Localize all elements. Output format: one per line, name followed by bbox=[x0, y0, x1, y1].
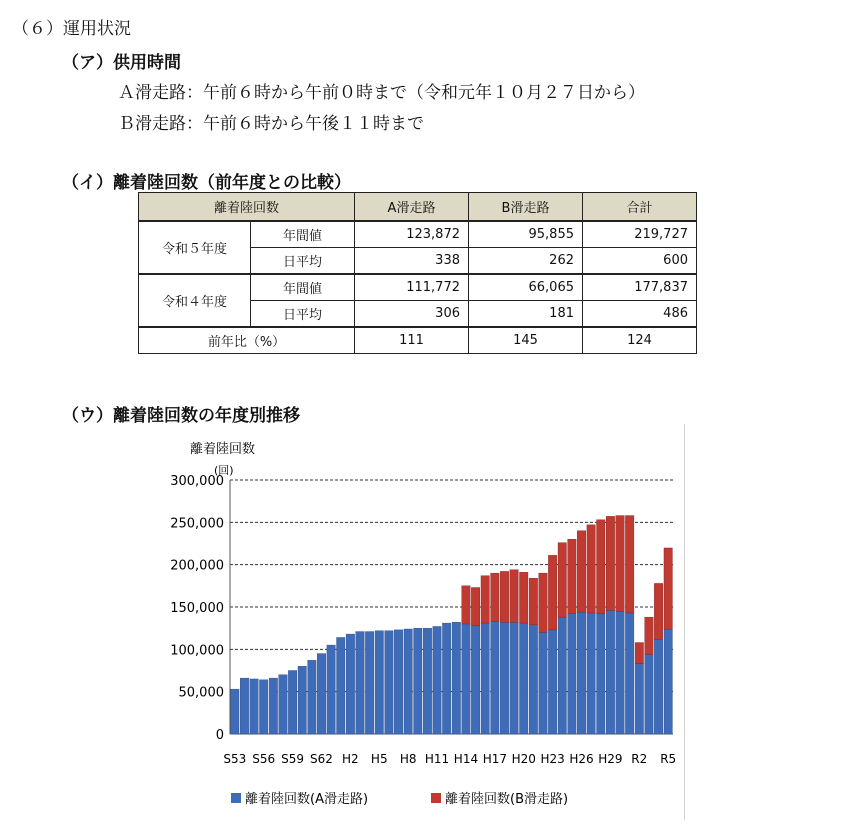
bar-a-runway bbox=[558, 617, 566, 734]
cell-value: 145 bbox=[469, 327, 583, 354]
bar-a-runway bbox=[462, 624, 470, 734]
bar-a-runway bbox=[259, 680, 267, 734]
bar-b-runway bbox=[625, 516, 633, 613]
x-tick-label: H8 bbox=[399, 752, 417, 766]
bar-b-runway bbox=[529, 578, 537, 625]
cell-value: 219,727 bbox=[583, 221, 697, 248]
row-label-r4: 令和４年度 bbox=[139, 274, 251, 327]
cell-value: 262 bbox=[469, 248, 583, 275]
x-tick-label: H29 bbox=[598, 752, 623, 766]
bar-a-runway bbox=[385, 631, 393, 734]
cell-value: 486 bbox=[583, 301, 697, 328]
header-count: 離着陸回数 bbox=[139, 193, 355, 222]
comparison-heading: （イ）離着陸回数（前年度との比較） bbox=[62, 173, 351, 193]
row-sub-label: 日平均 bbox=[251, 301, 355, 328]
x-tick-label: H26 bbox=[569, 752, 594, 766]
bar-a-runway bbox=[288, 671, 296, 735]
bar-b-runway bbox=[491, 573, 499, 621]
legend-swatch-a bbox=[231, 793, 241, 803]
x-tick-label: H20 bbox=[511, 752, 536, 766]
bar-a-runway bbox=[346, 634, 354, 734]
bar-b-runway bbox=[654, 583, 662, 639]
legend-swatch-b bbox=[431, 793, 441, 803]
cell-value: 600 bbox=[583, 248, 697, 275]
y-tick-label: 50,000 bbox=[178, 685, 224, 701]
x-tick-label: H14 bbox=[453, 752, 479, 766]
cell-value: 124 bbox=[583, 327, 697, 354]
bar-a-runway bbox=[327, 645, 335, 734]
bar-a-runway bbox=[587, 613, 595, 734]
bar-a-runway bbox=[645, 654, 653, 734]
trend-heading: （ウ）離着陸回数の年度別推移 bbox=[62, 406, 300, 426]
y-tick-label: 300,000 bbox=[170, 474, 224, 489]
bar-b-runway bbox=[645, 617, 653, 654]
bar-a-runway bbox=[471, 626, 479, 734]
bar-a-runway bbox=[491, 621, 499, 734]
x-tick-label: R5 bbox=[660, 752, 677, 766]
y-tick-label: 250,000 bbox=[170, 516, 224, 532]
section-title: （６）運用状況 bbox=[12, 19, 131, 39]
row-sub-label: 年間値 bbox=[251, 221, 355, 248]
a-runway-hours: Ａ滑走路：午前６時から午前０時まで（令和元年１０月２７日から） bbox=[118, 83, 645, 103]
bar-b-runway bbox=[616, 516, 624, 612]
bar-a-runway bbox=[568, 614, 576, 734]
row-sub-label: 年間値 bbox=[251, 274, 355, 301]
bar-a-runway bbox=[500, 622, 508, 734]
bar-a-runway bbox=[442, 623, 450, 734]
x-tick-label: S62 bbox=[310, 752, 333, 766]
bar-b-runway bbox=[520, 572, 528, 623]
bar-a-runway bbox=[606, 610, 614, 734]
bar-a-runway bbox=[308, 660, 316, 734]
y-axis-unit: (回) bbox=[214, 464, 234, 477]
x-tick-label: S59 bbox=[281, 752, 305, 766]
cell-value: 181 bbox=[469, 301, 583, 328]
bar-a-runway bbox=[356, 632, 364, 734]
cell-value: 95,855 bbox=[469, 221, 583, 248]
cell-value: 123,872 bbox=[355, 221, 469, 248]
cell-value: 66,065 bbox=[469, 274, 583, 301]
bar-a-runway bbox=[510, 622, 518, 734]
bar-a-runway bbox=[539, 632, 547, 734]
x-tick-label: H11 bbox=[424, 752, 450, 766]
cell-value: 338 bbox=[355, 248, 469, 275]
bar-b-runway bbox=[568, 539, 576, 614]
bar-a-runway bbox=[365, 632, 373, 734]
bar-b-runway bbox=[539, 573, 547, 632]
cell-value: 111,772 bbox=[355, 274, 469, 301]
bar-a-runway bbox=[452, 622, 460, 734]
bar-a-runway bbox=[577, 612, 585, 734]
bar-a-runway bbox=[250, 679, 258, 734]
y-tick-label: 200,000 bbox=[170, 558, 224, 574]
x-tick-label: H2 bbox=[342, 752, 359, 766]
cell-value: 177,837 bbox=[583, 274, 697, 301]
y-tick-label: 0 bbox=[215, 728, 224, 743]
bar-a-runway bbox=[597, 614, 605, 734]
x-tick-label: H17 bbox=[482, 752, 507, 766]
cell-value: 306 bbox=[355, 301, 469, 328]
bar-a-runway bbox=[375, 631, 383, 734]
bar-a-runway bbox=[317, 654, 325, 734]
bar-a-runway bbox=[414, 628, 422, 734]
ratio-label: 前年比（%） bbox=[139, 327, 355, 354]
bar-a-runway bbox=[404, 629, 412, 734]
bar-b-runway bbox=[597, 520, 605, 614]
legend-label-b: 離着陸回数(B滑走路) bbox=[445, 792, 569, 807]
b-runway-hours: Ｂ滑走路：午前６時から午後１１時まで bbox=[118, 114, 424, 134]
bar-a-runway bbox=[298, 666, 306, 734]
operating-hours-heading: （ア）供用時間 bbox=[62, 53, 181, 73]
bar-a-runway bbox=[394, 630, 402, 734]
bar-a-runway bbox=[635, 664, 643, 734]
bar-a-runway bbox=[654, 639, 662, 734]
bar-b-runway bbox=[548, 555, 556, 630]
bar-a-runway bbox=[625, 613, 633, 734]
bar-b-runway bbox=[664, 548, 672, 629]
bar-a-runway bbox=[433, 626, 441, 734]
bar-b-runway bbox=[471, 588, 479, 626]
x-tick-label: S53 bbox=[223, 752, 247, 766]
row-label-r5: 令和５年度 bbox=[139, 221, 251, 274]
bar-a-runway bbox=[240, 678, 248, 734]
bar-a-runway bbox=[548, 630, 556, 734]
x-tick-label: S56 bbox=[252, 752, 276, 766]
legend-label-a: 離着陸回数(A滑走路) bbox=[245, 792, 369, 807]
header-a-runway: A滑走路 bbox=[355, 193, 469, 222]
header-b-runway: B滑走路 bbox=[469, 193, 583, 222]
bar-a-runway bbox=[520, 623, 528, 734]
y-tick-label: 100,000 bbox=[170, 643, 224, 659]
bar-b-runway bbox=[577, 531, 585, 612]
bar-a-runway bbox=[279, 675, 287, 734]
bar-a-runway bbox=[337, 637, 345, 734]
x-tick-label: H5 bbox=[370, 752, 388, 766]
bar-a-runway bbox=[616, 611, 624, 734]
y-axis-title: 離着陸回数 bbox=[190, 442, 256, 457]
bar-a-runway bbox=[529, 625, 537, 734]
bar-a-runway bbox=[269, 678, 277, 734]
bar-a-runway bbox=[423, 628, 431, 734]
bar-b-runway bbox=[462, 586, 470, 624]
header-total: 合計 bbox=[583, 193, 697, 222]
x-tick-label: R2 bbox=[631, 752, 648, 766]
bar-a-runway bbox=[664, 629, 672, 734]
bar-b-runway bbox=[635, 643, 643, 664]
bar-a-runway bbox=[231, 689, 239, 734]
bar-a-runway bbox=[481, 623, 489, 734]
bar-b-runway bbox=[481, 576, 489, 623]
row-sub-label: 日平均 bbox=[251, 248, 355, 275]
bar-b-runway bbox=[510, 570, 518, 622]
y-tick-label: 150,000 bbox=[170, 601, 224, 616]
bar-b-runway bbox=[500, 571, 508, 622]
bar-b-runway bbox=[587, 525, 595, 613]
bar-b-runway bbox=[606, 516, 614, 610]
cell-value: 111 bbox=[355, 327, 469, 354]
x-tick-label: H23 bbox=[540, 752, 565, 766]
bar-b-runway bbox=[558, 543, 566, 618]
